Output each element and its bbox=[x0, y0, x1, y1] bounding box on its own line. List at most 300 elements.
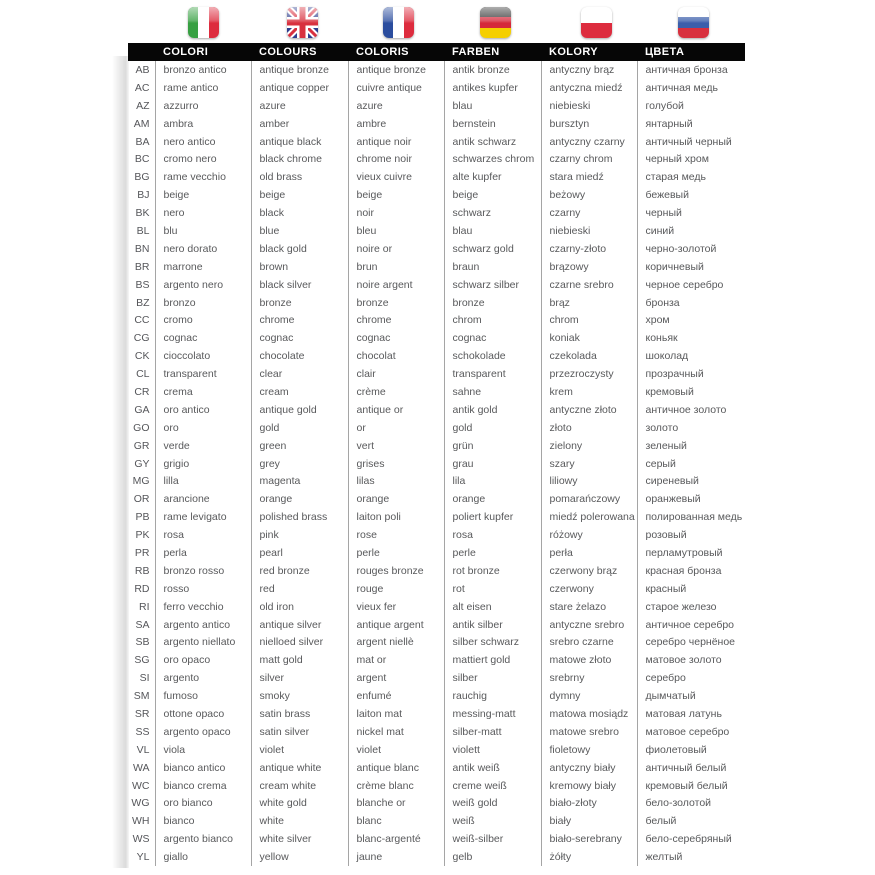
color-name-fr: mat or bbox=[348, 651, 444, 669]
table-row bbox=[128, 562, 745, 580]
table-row bbox=[128, 526, 745, 544]
color-name-fr: bronze bbox=[348, 294, 444, 312]
color-name-fr: grises bbox=[348, 455, 444, 473]
color-name-pl: przezroczysty bbox=[541, 365, 637, 383]
color-name-de: weiß gold bbox=[444, 795, 541, 813]
color-code: WC bbox=[132, 779, 150, 792]
color-name-pl: chrom bbox=[541, 311, 637, 329]
flag-stripe bbox=[480, 7, 511, 17]
color-code: AM bbox=[133, 117, 150, 130]
table-row bbox=[128, 848, 745, 866]
color-name-fr: perle bbox=[348, 544, 444, 562]
color-name-ru: голубой bbox=[637, 97, 745, 115]
color-name-en: antique white bbox=[251, 759, 348, 777]
color-name-ru: коньяк bbox=[637, 329, 745, 347]
color-name-en: matt gold bbox=[251, 651, 348, 669]
color-name-de: transparent bbox=[444, 365, 541, 383]
color-name-de: grau bbox=[444, 455, 541, 473]
flag-stripe bbox=[198, 7, 208, 38]
color-name-it: nero bbox=[155, 204, 251, 222]
color-name-ru: золото bbox=[637, 419, 745, 437]
color-code: SB bbox=[135, 636, 150, 649]
table-row bbox=[128, 240, 745, 258]
color-name-it: argento antico bbox=[155, 616, 251, 634]
color-code: BL bbox=[136, 224, 150, 237]
color-code: WG bbox=[131, 797, 150, 810]
table-row bbox=[128, 723, 745, 741]
flag-stripe bbox=[480, 28, 511, 38]
color-name-en: orange bbox=[251, 490, 348, 508]
table-row bbox=[128, 580, 745, 598]
italy-flag-icon bbox=[188, 7, 219, 38]
color-name-en: chocolate bbox=[251, 347, 348, 365]
color-name-de: poliert kupfer bbox=[444, 508, 541, 526]
color-name-it: bianco bbox=[155, 812, 251, 830]
color-name-ru: шоколад bbox=[637, 347, 745, 365]
color-name-it: giallo bbox=[155, 848, 251, 866]
color-name-en: old iron bbox=[251, 598, 348, 616]
color-code: RI bbox=[139, 600, 150, 613]
flag-stripe bbox=[188, 7, 198, 38]
color-name-pl: brązowy bbox=[541, 258, 637, 276]
color-name-en: chrome bbox=[251, 311, 348, 329]
color-name-ru: прозрачный bbox=[637, 365, 745, 383]
flag-stripes bbox=[480, 7, 511, 38]
color-name-de: antik weiß bbox=[444, 759, 541, 777]
color-name-it: bronzo antico bbox=[155, 61, 251, 79]
color-name-it: arancione bbox=[155, 490, 251, 508]
color-name-en: amber bbox=[251, 115, 348, 133]
color-name-ru: черно-золотой bbox=[637, 240, 745, 258]
color-name-en: beige bbox=[251, 186, 348, 204]
color-name-fr: ambre bbox=[348, 115, 444, 133]
color-code: CK bbox=[134, 350, 150, 363]
color-name-fr: antique argent bbox=[348, 616, 444, 634]
color-code: WS bbox=[132, 833, 150, 846]
color-name-de: antik bronze bbox=[444, 61, 541, 79]
color-name-fr: blanche or bbox=[348, 795, 444, 813]
color-name-de: cognac bbox=[444, 329, 541, 347]
flag-stripes bbox=[383, 7, 414, 38]
color-name-it: oro antico bbox=[155, 401, 251, 419]
color-name-it: perla bbox=[155, 544, 251, 562]
table-row bbox=[128, 759, 745, 777]
color-name-fr: rouge bbox=[348, 580, 444, 598]
color-name-de: grün bbox=[444, 437, 541, 455]
color-name-de: braun bbox=[444, 258, 541, 276]
color-name-fr: argent niellè bbox=[348, 634, 444, 652]
color-name-en: cream bbox=[251, 383, 348, 401]
color-name-pl: antyczne złoto bbox=[541, 401, 637, 419]
color-name-fr: orange bbox=[348, 490, 444, 508]
flag-stripes bbox=[188, 7, 219, 38]
color-name-de: violett bbox=[444, 741, 541, 759]
color-name-de: blau bbox=[444, 97, 541, 115]
color-name-de: antikes kupfer bbox=[444, 79, 541, 97]
color-name-fr: brun bbox=[348, 258, 444, 276]
color-name-en: brown bbox=[251, 258, 348, 276]
color-name-ru: сиреневый bbox=[637, 472, 745, 490]
uk-flag-icon bbox=[287, 7, 318, 38]
column-header-italian: COLORI bbox=[155, 43, 251, 61]
color-name-pl: dymny bbox=[541, 687, 637, 705]
table-row bbox=[128, 741, 745, 759]
color-name-de: schwarzes chrom bbox=[444, 150, 541, 168]
color-name-fr: vieux fer bbox=[348, 598, 444, 616]
color-name-pl: zielony bbox=[541, 437, 637, 455]
page-edge-shadow bbox=[112, 56, 129, 868]
color-name-pl: czarny bbox=[541, 204, 637, 222]
flag-stripe bbox=[678, 17, 709, 27]
color-name-de: silber schwarz bbox=[444, 634, 541, 652]
color-name-ru: перламутровый bbox=[637, 544, 745, 562]
table-row bbox=[128, 795, 745, 813]
color-name-fr: antique or bbox=[348, 401, 444, 419]
color-name-fr: cognac bbox=[348, 329, 444, 347]
color-name-it: oro opaco bbox=[155, 651, 251, 669]
color-name-it: cioccolato bbox=[155, 347, 251, 365]
table-row bbox=[128, 634, 745, 652]
color-name-fr: blanc bbox=[348, 812, 444, 830]
color-code: SS bbox=[135, 725, 150, 738]
color-name-ru: бежевый bbox=[637, 186, 745, 204]
color-name-it: rosso bbox=[155, 580, 251, 598]
table-row bbox=[128, 437, 745, 455]
color-name-ru: серебро чернёное bbox=[637, 634, 745, 652]
color-name-it: bronzo rosso bbox=[155, 562, 251, 580]
color-name-ru: античное серебро bbox=[637, 616, 745, 634]
color-name-pl: antyczna miedź bbox=[541, 79, 637, 97]
color-code: BA bbox=[135, 135, 150, 148]
color-name-de: rauchig bbox=[444, 687, 541, 705]
color-name-ru: бронза bbox=[637, 294, 745, 312]
color-code: GA bbox=[134, 403, 150, 416]
table-row bbox=[128, 490, 745, 508]
color-name-de: silber-matt bbox=[444, 723, 541, 741]
color-name-en: black bbox=[251, 204, 348, 222]
table-row bbox=[128, 687, 745, 705]
color-name-de: schwarz gold bbox=[444, 240, 541, 258]
color-name-pl: perła bbox=[541, 544, 637, 562]
header-row bbox=[128, 43, 745, 61]
color-name-en: yellow bbox=[251, 848, 348, 866]
color-name-en: satin brass bbox=[251, 705, 348, 723]
color-code: GY bbox=[134, 457, 150, 470]
color-name-fr: noire or bbox=[348, 240, 444, 258]
color-name-pl: niebieski bbox=[541, 97, 637, 115]
color-name-ru: желтый bbox=[637, 848, 745, 866]
table-row bbox=[128, 705, 745, 723]
color-name-ru: старое железо bbox=[637, 598, 745, 616]
color-name-it: argento bbox=[155, 669, 251, 687]
color-name-ru: дымчатый bbox=[637, 687, 745, 705]
color-name-de: weiß bbox=[444, 812, 541, 830]
color-code: SR bbox=[134, 708, 150, 720]
color-name-ru: бело-серебряный bbox=[637, 830, 745, 848]
color-name-de: creme weiß bbox=[444, 777, 541, 795]
color-name-fr: beige bbox=[348, 186, 444, 204]
color-name-de: weiß-silber bbox=[444, 830, 541, 848]
table-row bbox=[128, 651, 745, 669]
color-code: SI bbox=[139, 672, 150, 685]
table-row bbox=[128, 133, 745, 151]
color-name-ru: античное золото bbox=[637, 401, 745, 419]
color-name-en: antique gold bbox=[251, 401, 348, 419]
color-name-fr: laiton mat bbox=[348, 705, 444, 723]
color-name-de: rot bronze bbox=[444, 562, 541, 580]
color-name-pl: różowy bbox=[541, 526, 637, 544]
column-header-german: FARBEN bbox=[444, 43, 541, 61]
color-name-pl: stara miedź bbox=[541, 168, 637, 186]
table-row bbox=[128, 329, 745, 347]
russia-flag-icon bbox=[678, 7, 709, 38]
color-name-en: antique bronze bbox=[251, 61, 348, 79]
poland-flag-icon bbox=[581, 7, 612, 38]
color-name-en: cream white bbox=[251, 777, 348, 795]
color-name-en: polished brass bbox=[251, 508, 348, 526]
color-name-de: messing-matt bbox=[444, 705, 541, 723]
column-header-french: COLORIS bbox=[348, 43, 444, 61]
color-name-en: white bbox=[251, 812, 348, 830]
color-name-fr: nickel mat bbox=[348, 723, 444, 741]
color-name-de: orange bbox=[444, 490, 541, 508]
color-code: BZ bbox=[136, 296, 150, 309]
color-name-ru: матовая латунь bbox=[637, 705, 745, 723]
color-name-it: oro bianco bbox=[155, 795, 251, 813]
table-row bbox=[128, 347, 745, 365]
table-row bbox=[128, 115, 745, 133]
color-name-en: cognac bbox=[251, 329, 348, 347]
color-name-pl: kremowy biały bbox=[541, 777, 637, 795]
color-code: RD bbox=[134, 582, 150, 595]
color-name-pl: brąz bbox=[541, 294, 637, 312]
color-name-de: perle bbox=[444, 544, 541, 562]
color-name-fr: azure bbox=[348, 97, 444, 115]
color-name-it: beige bbox=[155, 186, 251, 204]
color-name-ru: матовое золото bbox=[637, 651, 745, 669]
code-column-header bbox=[128, 43, 155, 61]
table-row bbox=[128, 777, 745, 795]
color-name-pl: krem bbox=[541, 383, 637, 401]
color-name-de: antik schwarz bbox=[444, 133, 541, 151]
color-name-en: bronze bbox=[251, 294, 348, 312]
flag-stripe bbox=[209, 7, 219, 38]
flag-stripe bbox=[480, 17, 511, 27]
color-name-it: oro bbox=[155, 419, 251, 437]
color-name-en: red bronze bbox=[251, 562, 348, 580]
column-header-russian: ЦВЕТА bbox=[637, 43, 745, 61]
column-header-english: COLOURS bbox=[251, 43, 348, 61]
color-name-fr: chrome noir bbox=[348, 150, 444, 168]
color-name-pl: złoto bbox=[541, 419, 637, 437]
color-name-de: blau bbox=[444, 222, 541, 240]
table-row bbox=[128, 222, 745, 240]
color-name-pl: srebrny bbox=[541, 669, 637, 687]
color-name-ru: серебро bbox=[637, 669, 745, 687]
color-code: PR bbox=[134, 546, 150, 559]
color-name-it: rame vecchio bbox=[155, 168, 251, 186]
color-translation-table bbox=[128, 43, 745, 866]
color-name-pl: czerwony brąz bbox=[541, 562, 637, 580]
color-name-en: antique black bbox=[251, 133, 348, 151]
color-name-pl: liliowy bbox=[541, 472, 637, 490]
table-row bbox=[128, 455, 745, 473]
color-code: BN bbox=[134, 242, 150, 255]
color-name-en: satin silver bbox=[251, 723, 348, 741]
color-name-fr: or bbox=[348, 419, 444, 437]
color-name-it: cognac bbox=[155, 329, 251, 347]
color-code: PB bbox=[135, 511, 150, 524]
color-name-fr: rose bbox=[348, 526, 444, 544]
color-name-ru: белый bbox=[637, 812, 745, 830]
color-name-de: sahne bbox=[444, 383, 541, 401]
color-code: BG bbox=[134, 171, 150, 184]
color-name-ru: красный bbox=[637, 580, 745, 598]
color-name-pl: koniak bbox=[541, 329, 637, 347]
color-code: OR bbox=[133, 493, 150, 506]
table-row bbox=[128, 97, 745, 115]
color-name-fr: antique blanc bbox=[348, 759, 444, 777]
color-name-pl: czarny-złoto bbox=[541, 240, 637, 258]
table-row bbox=[128, 365, 745, 383]
color-code: GR bbox=[133, 439, 150, 452]
color-name-it: argento nero bbox=[155, 276, 251, 294]
color-name-it: verde bbox=[155, 437, 251, 455]
color-name-en: gold bbox=[251, 419, 348, 437]
color-name-de: silber bbox=[444, 669, 541, 687]
color-name-it: lilla bbox=[155, 472, 251, 490]
color-code: CG bbox=[133, 332, 150, 345]
color-name-pl: fioletowy bbox=[541, 741, 637, 759]
color-name-en: grey bbox=[251, 455, 348, 473]
color-name-en: blue bbox=[251, 222, 348, 240]
color-name-pl: biały bbox=[541, 812, 637, 830]
flag-stripe bbox=[581, 23, 612, 39]
color-name-it: argento niellato bbox=[155, 634, 251, 652]
color-code: CR bbox=[134, 385, 150, 398]
color-name-en: antique copper bbox=[251, 79, 348, 97]
table-row bbox=[128, 61, 745, 79]
table-row bbox=[128, 276, 745, 294]
table-row bbox=[128, 830, 745, 848]
color-name-fr: chrome bbox=[348, 311, 444, 329]
color-name-pl: miedź polerowana bbox=[541, 508, 637, 526]
color-name-it: viola bbox=[155, 741, 251, 759]
color-name-ru: старая медь bbox=[637, 168, 745, 186]
color-name-de: schwarz bbox=[444, 204, 541, 222]
color-code: AC bbox=[134, 81, 150, 94]
color-name-ru: серый bbox=[637, 455, 745, 473]
color-name-de: antik silber bbox=[444, 616, 541, 634]
table-row bbox=[128, 79, 745, 97]
color-name-pl: antyczne srebro bbox=[541, 616, 637, 634]
color-name-de: antik gold bbox=[444, 401, 541, 419]
color-code: MG bbox=[132, 475, 150, 488]
color-name-ru: античная бронза bbox=[637, 61, 745, 79]
color-code: AB bbox=[135, 63, 150, 76]
color-code: YL bbox=[136, 851, 150, 864]
color-name-it: rame levigato bbox=[155, 508, 251, 526]
color-name-fr: vieux cuivre bbox=[348, 168, 444, 186]
color-name-pl: bursztyn bbox=[541, 115, 637, 133]
color-name-pl: antyczny brąz bbox=[541, 61, 637, 79]
color-name-it: blu bbox=[155, 222, 251, 240]
color-name-en: violet bbox=[251, 741, 348, 759]
color-code: BS bbox=[135, 278, 150, 291]
color-name-en: old brass bbox=[251, 168, 348, 186]
color-code: BJ bbox=[137, 189, 150, 202]
flag-stripe bbox=[678, 7, 709, 17]
color-name-it: fumoso bbox=[155, 687, 251, 705]
color-name-fr: antique noir bbox=[348, 133, 444, 151]
color-name-de: bronze bbox=[444, 294, 541, 312]
color-name-fr: violet bbox=[348, 741, 444, 759]
color-name-it: bianco antico bbox=[155, 759, 251, 777]
color-name-en: black chrome bbox=[251, 150, 348, 168]
color-name-en: black gold bbox=[251, 240, 348, 258]
color-name-pl: czarny chrom bbox=[541, 150, 637, 168]
color-name-pl: matowe złoto bbox=[541, 651, 637, 669]
color-name-it: crema bbox=[155, 383, 251, 401]
color-name-fr: cuivre antique bbox=[348, 79, 444, 97]
color-code: AZ bbox=[136, 99, 150, 112]
color-name-pl: stare żelazo bbox=[541, 598, 637, 616]
color-name-de: schokolade bbox=[444, 347, 541, 365]
color-name-pl: niebieski bbox=[541, 222, 637, 240]
color-name-pl: antyczny biały bbox=[541, 759, 637, 777]
color-name-de: bernstein bbox=[444, 115, 541, 133]
color-name-de: chrom bbox=[444, 311, 541, 329]
table-row bbox=[128, 168, 745, 186]
color-name-pl: biało-serebrany bbox=[541, 830, 637, 848]
table-row bbox=[128, 472, 745, 490]
color-name-ru: коричневый bbox=[637, 258, 745, 276]
color-name-it: cromo nero bbox=[155, 150, 251, 168]
color-name-it: nero antico bbox=[155, 133, 251, 151]
color-name-en: azure bbox=[251, 97, 348, 115]
color-name-ru: черный хром bbox=[637, 150, 745, 168]
table-row bbox=[128, 383, 745, 401]
color-name-en: silver bbox=[251, 669, 348, 687]
color-name-it: bianco crema bbox=[155, 777, 251, 795]
table-row bbox=[128, 544, 745, 562]
color-code: BC bbox=[134, 153, 150, 166]
color-name-it: bronzo bbox=[155, 294, 251, 312]
flag-stripe bbox=[393, 7, 403, 38]
color-name-fr: antique bronze bbox=[348, 61, 444, 79]
color-name-en: white silver bbox=[251, 830, 348, 848]
color-code: SA bbox=[135, 618, 150, 631]
color-code: SG bbox=[134, 654, 150, 667]
color-name-pl: matowa mosiądz bbox=[541, 705, 637, 723]
color-code: SM bbox=[133, 690, 150, 703]
color-code: WH bbox=[132, 815, 150, 828]
color-table-body bbox=[128, 61, 745, 866]
flag-stripe bbox=[581, 7, 612, 23]
color-name-ru: хром bbox=[637, 311, 745, 329]
color-name-de: beige bbox=[444, 186, 541, 204]
color-name-ru: зеленый bbox=[637, 437, 745, 455]
color-table bbox=[128, 43, 745, 866]
color-code: RB bbox=[134, 564, 150, 577]
color-name-fr: rouges bronze bbox=[348, 562, 444, 580]
color-name-en: green bbox=[251, 437, 348, 455]
color-name-ru: янтарный bbox=[637, 115, 745, 133]
color-name-it: azzurro bbox=[155, 97, 251, 115]
color-code: PK bbox=[135, 529, 150, 542]
color-name-de: lila bbox=[444, 472, 541, 490]
color-name-it: nero dorato bbox=[155, 240, 251, 258]
